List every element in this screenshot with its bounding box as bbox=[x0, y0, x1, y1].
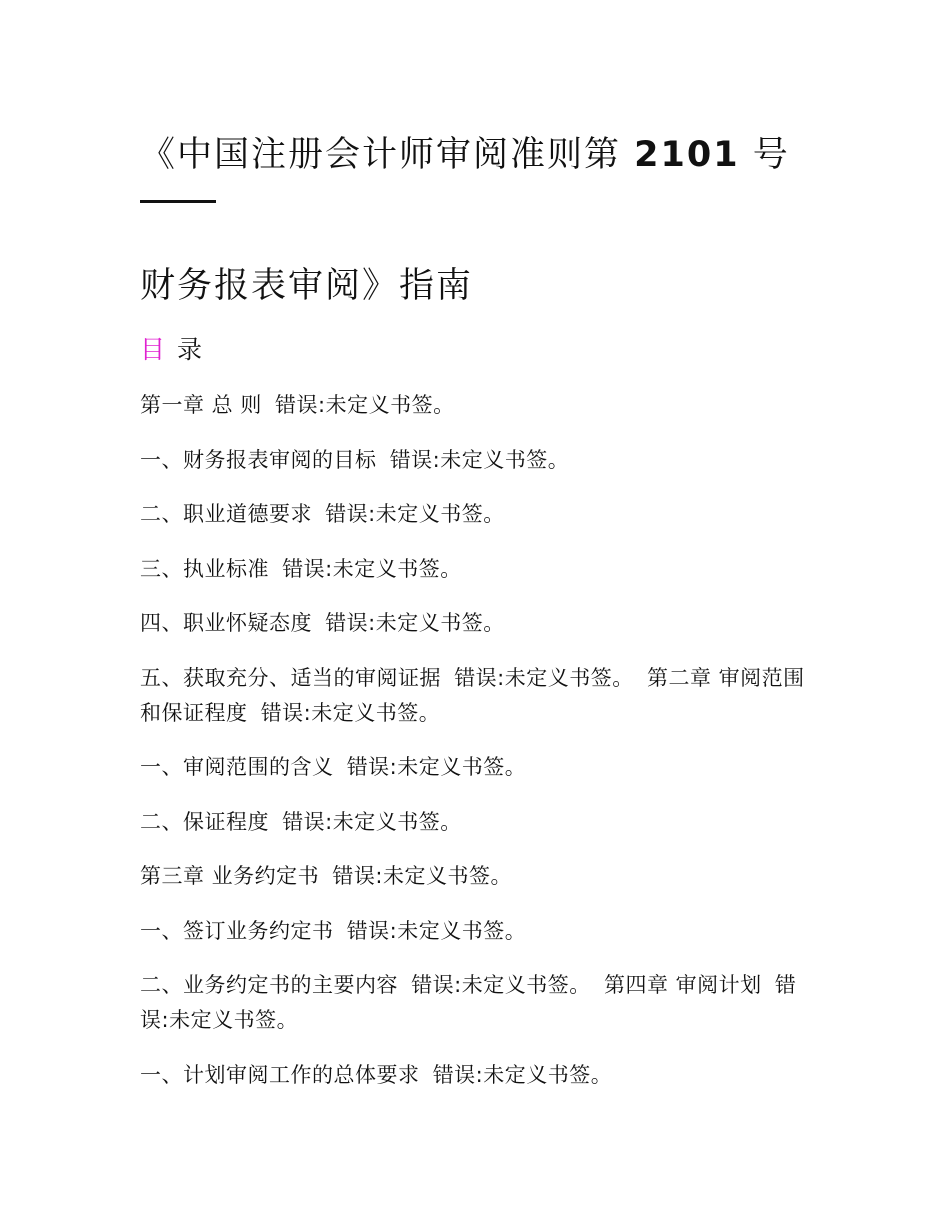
toc-item[interactable]: 三、执业标准 错误:未定义书签。 bbox=[140, 556, 462, 581]
toc-item[interactable]: 二、业务约定书的主要内容 错误:未定义书签。 第四章 审阅计划 错误:未定义书签。 bbox=[140, 973, 797, 1032]
toc-item[interactable]: 一、计划审阅工作的总体要求 错误:未定义书签。 bbox=[140, 1062, 613, 1087]
toc-item-ref: 错误:未定义书签。 bbox=[325, 502, 505, 526]
toc-heading-mark: 目 bbox=[140, 335, 166, 364]
toc-item-ref: 错误:未定义书签。 bbox=[346, 755, 527, 779]
toc-item-ref: 错误:未定义书签。 bbox=[282, 809, 462, 834]
toc-item[interactable]: 二、职业道德要求 错误:未定义书签。 bbox=[140, 502, 505, 526]
toc-item-ref: 错误:未定义书签。 bbox=[325, 611, 505, 635]
toc-item-ref: 错误:未定义书签。 bbox=[260, 700, 441, 725]
toc-item-ref: 错误:未定义书签。 bbox=[275, 393, 455, 417]
toc-item-ref: 错误:未定义书签。 bbox=[346, 918, 527, 943]
title-em-dash bbox=[140, 200, 216, 203]
toc-item-tail: 第四章 审阅计划 bbox=[603, 973, 762, 997]
title-text-pre: 《中国注册会计师审阅准则第 bbox=[140, 135, 635, 175]
title-standard-number: 2101 bbox=[634, 135, 740, 175]
toc-item-ref: 错误:未定义书签。 bbox=[332, 864, 512, 888]
toc-item[interactable]: 一、财务报表审阅的目标 错误:未定义书签。 bbox=[140, 447, 570, 472]
toc-item[interactable]: 二、保证程度 错误:未定义书签。 bbox=[140, 809, 462, 834]
toc-item-ref: 错误:未定义书签。 bbox=[140, 973, 797, 1032]
toc-item[interactable]: 第三章 业务约定书 错误:未定义书签。 bbox=[140, 864, 512, 888]
toc-list bbox=[140, 388, 820, 1112]
toc-item[interactable]: 五、获取充分、适当的审阅证据 错误:未定义书签。 第二章 审阅范围和保证程度 错误:未定义书签。 bbox=[140, 665, 805, 725]
toc-item[interactable]: 第一章 总 则 错误:未定义书签。 bbox=[140, 393, 455, 417]
toc-item[interactable]: 一、审阅范围的含义 错误:未定义书签。 bbox=[140, 755, 527, 779]
toc-item-ref: 错误:未定义书签。 bbox=[432, 1062, 613, 1087]
toc-heading bbox=[140, 330, 202, 366]
toc-item-ref: 错误:未定义书签。 bbox=[454, 665, 634, 690]
toc-item[interactable]: 四、职业怀疑态度 错误:未定义书签。 bbox=[140, 611, 505, 635]
toc-item-tail: 第二章 审阅范围和保证程度 bbox=[140, 665, 805, 725]
document-title-dash bbox=[140, 180, 216, 220]
toc-item-ref: 错误:未定义书签。 bbox=[411, 973, 591, 997]
title-text-post: 号 bbox=[739, 135, 790, 175]
document-title-line-3: 财务报表审阅》指南 bbox=[140, 266, 474, 306]
toc-item-ref: 错误:未定义书签。 bbox=[389, 447, 570, 472]
document-title-line-1 bbox=[140, 127, 790, 177]
toc-item-ref: 错误:未定义书签。 bbox=[282, 556, 462, 581]
toc-item[interactable]: 一、签订业务约定书 错误:未定义书签。 bbox=[140, 918, 527, 943]
toc-heading-rest: 录 bbox=[177, 335, 203, 364]
